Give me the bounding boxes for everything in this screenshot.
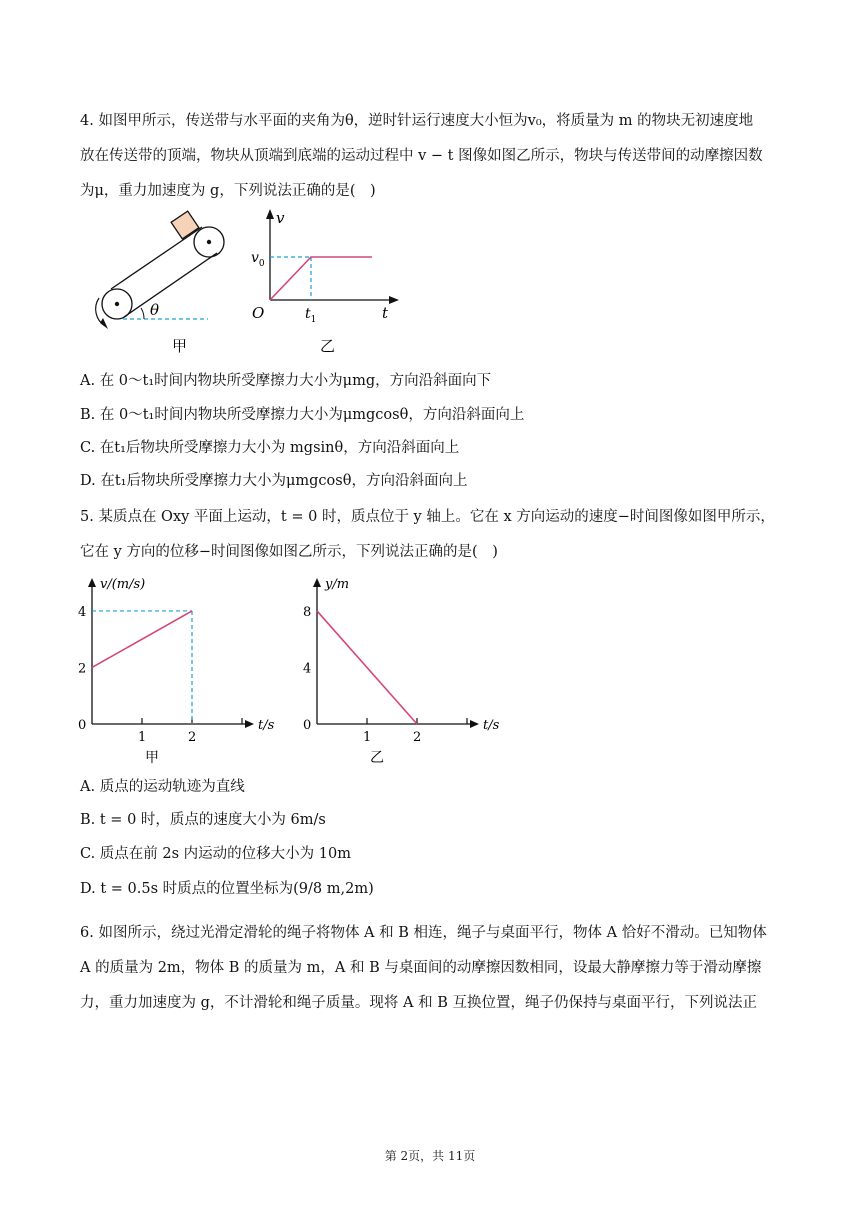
fig-yi-caption: 乙 — [320, 337, 336, 355]
y-tick-label: 4 — [303, 661, 312, 677]
block — [171, 211, 199, 239]
x-axis-label: t/s — [258, 718, 275, 733]
v-axis-arrow — [266, 209, 274, 219]
rotation-arrow-head — [100, 318, 108, 329]
q4-stem-line-1: 4. 如图甲所示，传送带与水平面的夹角为θ，逆时针运行速度大小恒为v₀，将质量为 m 的物块无初速度地 — [80, 113, 754, 129]
q4-stem-line-2: 放在传送带的顶端，物块从顶端到底端的运动过程中 v − t 图像如图乙所示，物块与传送带间的动摩擦因数 — [80, 148, 763, 164]
q5-chart-jia — [70, 566, 280, 772]
q4-option-b: B. 在 0～t₁时间内物块所受摩擦力大小为μmgcosθ，方向沿斜面向上 — [80, 407, 525, 423]
belt-bottom-line — [124, 253, 217, 317]
t1-label: $t_1$ — [305, 306, 317, 325]
angle-arc — [141, 308, 144, 319]
q5-option-a: A. 质点的运动轨迹为直线 — [80, 779, 245, 795]
v-axis-label: v — [276, 209, 285, 227]
t-axis-label: t — [382, 304, 389, 322]
q5-option-b: B. t = 0 时，质点的速度大小为 6m/s — [80, 812, 326, 828]
upper-pulley-axle — [207, 240, 211, 244]
fig-jia-caption: 甲 — [172, 337, 188, 355]
y-tick-label: 8 — [303, 604, 312, 620]
data-line — [92, 611, 192, 668]
theta-label: θ — [150, 301, 160, 319]
q4-figure-jia — [80, 205, 220, 355]
lower-pulley-axle — [115, 302, 119, 306]
q5-option-d: D. t = 0.5s 时质点的位置坐标为(9/8 m,2m) — [80, 881, 374, 897]
q5-option-c: C. 质点在前 2s 内运动的位移大小为 10m — [80, 846, 351, 862]
page-footer: 第 2页，共 11页 — [384, 1149, 476, 1163]
q4-stem-line-3: 为μ，重力加速度为 g，下列说法正确的是( ) — [80, 183, 376, 199]
t-axis-arrow — [389, 296, 399, 304]
vt-curve — [270, 257, 372, 300]
q4-option-c: C. 在t₁后物块所受摩擦力大小为 mgsinθ，方向沿斜面向上 — [80, 440, 460, 456]
q4-figure-yi — [245, 205, 405, 355]
y-axis-arrow — [313, 578, 321, 587]
q6-stem-line-3: 力，重力加速度为 g，不计滑轮和绳子质量。现将 A 和 B 互换位置，绳子仍保持与桌面平行，下列说法正 — [80, 995, 757, 1011]
x-axis-label: t/s — [483, 718, 500, 733]
v0-label: $v_0$ — [251, 250, 265, 269]
y-axis-label: v/(m/s) — [100, 577, 146, 592]
q4-option-a: A. 在 0～t₁时间内物块所受摩擦力大小为μmg，方向沿斜面向下 — [80, 373, 492, 389]
y-axis-arrow — [88, 578, 96, 587]
y-tick-label: 4 — [78, 604, 87, 620]
chart-caption: 乙 — [370, 750, 384, 766]
q5-stem-line-1: 5. 某质点在 Oxy 平面上运动，t = 0 时，质点位于 y 轴上。它在 x 方向运动的速度−时间图像如图甲所示， — [80, 509, 775, 525]
y-tick-label: 0 — [78, 718, 87, 733]
x-tick-label: 1 — [363, 730, 372, 745]
q5-chart-yi — [295, 566, 505, 772]
chart-caption: 甲 — [145, 750, 159, 766]
belt-top-line — [111, 227, 202, 289]
x-tick-label: 2 — [188, 730, 197, 745]
q5-stem-line-2: 它在 y 方向的位移−时间图像如图乙所示，下列说法正确的是( ) — [80, 544, 498, 560]
data-line — [317, 611, 417, 724]
q6-stem-line-1: 6. 如图所示，绕过光滑定滑轮的绳子将物体 A 和 B 相连，绳子与桌面平行，物体 A 恰好不滑动。已知物体 — [80, 925, 767, 941]
y-tick-label: 2 — [78, 661, 87, 677]
x-tick-label: 1 — [138, 730, 147, 745]
y-axis-label: y/m — [325, 577, 350, 592]
x-axis-arrow — [245, 720, 254, 728]
q4-option-d: D. 在t₁后物块所受摩擦力大小为μmgcosθ，方向沿斜面向上 — [80, 473, 468, 489]
q6-stem-line-2: A 的质量为 2m，物体 B 的质量为 m，A 和 B 与桌面间的动摩擦因数相同，设最大静摩擦力等于滑动摩擦 — [80, 960, 762, 976]
x-tick-label: 2 — [413, 730, 422, 745]
x-axis-arrow — [470, 720, 479, 728]
origin-label: O — [252, 304, 265, 322]
y-tick-label: 0 — [303, 718, 312, 733]
